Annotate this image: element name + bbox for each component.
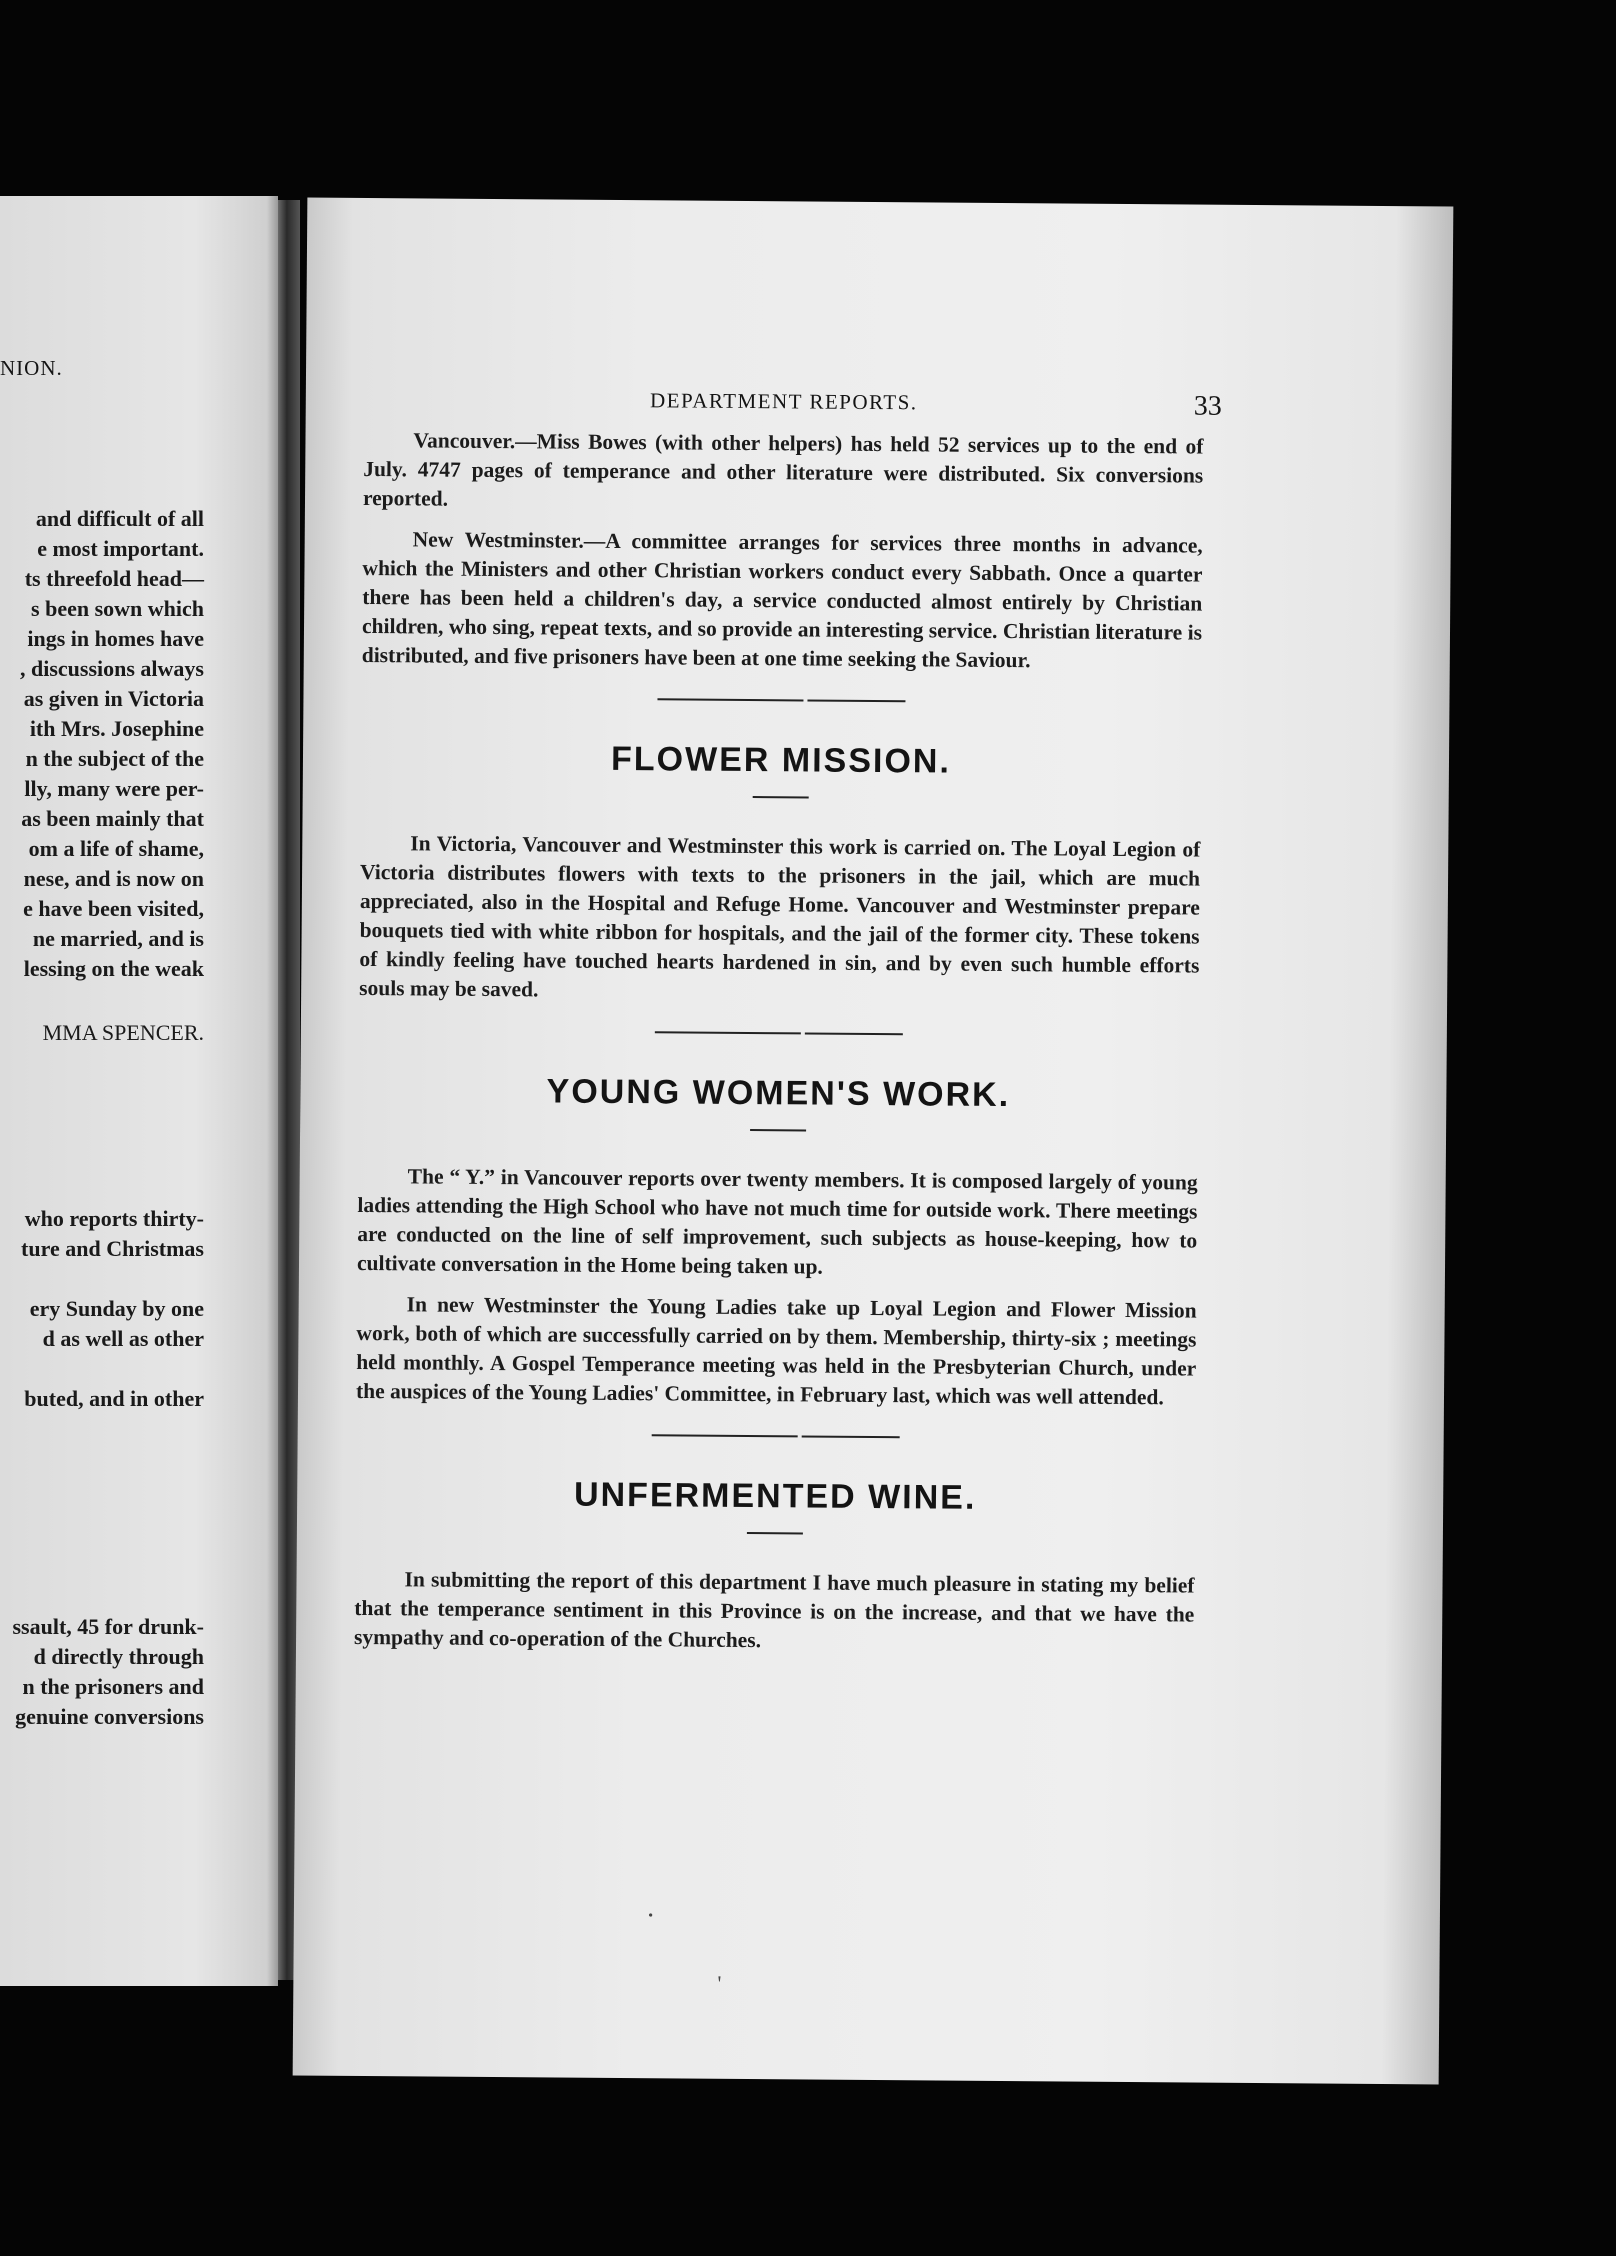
paragraph-new-westminster: New Westminster.—A committee arranges for services three months in advance, which the Ministers and other Christian workers conduct every Sabbath. Once a quarter there has been held a children's day, a service conducted almost entirely by Christian children, who sing, repeat texts, and so provide an interesting service. Christian literature is distributed, and five prisoners have been at one time seeking the Saviour. [361, 527, 1203, 673]
heading-unfermented-wine: UNFERMENTED WINE. [573, 1475, 977, 1517]
ink-speck: ' [717, 1970, 722, 1996]
running-header [364, 386, 1222, 433]
left-text-line: ts threefold head— [24, 566, 204, 591]
left-text-line: ith Mrs. Josephine [29, 716, 204, 741]
left-page [0, 196, 278, 1986]
left-text-line: ture and Christmas [21, 1236, 204, 1261]
left-text-line: , discussions always [19, 656, 204, 681]
left-text-line: lessing on the weak [23, 956, 204, 981]
section-divider [361, 696, 1201, 705]
heading-underline [753, 796, 809, 798]
heading-underline [750, 1129, 806, 1131]
page-number: 33 [1193, 390, 1222, 422]
left-text-line: n the subject of the [25, 746, 204, 771]
left-text-line: e most important. [37, 536, 204, 561]
left-text-line: ssault, 45 for drunk- [12, 1614, 204, 1639]
page-content [353, 386, 1222, 1671]
section-divider [356, 1432, 1196, 1441]
paragraph-young-womens-westminster: In new Westminster the Young Ladies take up Loyal Legion and Flower Mission work, both of which are successfully carried on by them. Membership, thirty-six ; meetings held monthly. A Gospel Temperance meeting was held in the Presbyterian Church, under the auspices of the Young Ladies' Committee, in February last, which was well attended. [355, 1292, 1197, 1410]
left-text-line: om a life of shame, [28, 836, 204, 861]
left-text-line: ings in homes have [27, 626, 204, 651]
left-text-line: n the prisoners and [22, 1674, 204, 1699]
left-running-header: NION. [0, 356, 63, 380]
left-text-line: genuine conversions [15, 1704, 204, 1729]
running-title: DEPARTMENT REPORTS. [649, 388, 918, 415]
left-text-line: who reports thirty- [24, 1206, 204, 1231]
paragraph-unfermented-wine: In submitting the report of this department I have much pleasure in stating my belief that the temperance sentiment in this Province is on the increase, and that we have the sympathy and co-operation of the Churches. [353, 1567, 1195, 1653]
left-text-line: d as well as other [42, 1326, 204, 1351]
left-text-line: lly, many were per- [24, 776, 204, 801]
left-text-line: e have been visited, [23, 896, 204, 921]
heading-young-womens-work: YOUNG WOMEN'S WORK. [546, 1072, 1011, 1115]
paragraph-flower-mission: In Victoria, Vancouver and Westminster this work is carried on. The Loyal Legion of Victoria distributes flowers with texts to the prisoners in the jail, which are much appreciated, also in the Hospital and Refuge Home. Vancouver and Westminster prepare bouquets tied with white ribbon for hospitals, and the jail of the former city. These tokens of kindly feeling have touched hearts hardened in sin, and by even such humble efforts souls may be saved. [359, 831, 1201, 1002]
left-signature: MMA SPENCER. [42, 1020, 204, 1045]
right-page [293, 198, 1454, 2085]
paragraph-vancouver: Vancouver.—Miss Bowes (with other helpers) has held 52 services up to the end of July. 4747 pages of temperance and other literature were distributed. Six conversions reported. [362, 428, 1204, 511]
heading-flower-mission: FLOWER MISSION. [610, 739, 952, 781]
section-divider [359, 1029, 1199, 1038]
left-text-line: d directly through [33, 1644, 204, 1669]
ink-speck: · [645, 1900, 656, 1932]
left-text-line: ery Sunday by one [29, 1296, 204, 1321]
paragraph-young-womens-vancouver: The “ Y.” in Vancouver reports over twenty members. It is composed largely of young ladies attending the High School who have not much time for outside work. There meetings are conducted on the line of self improvement, such subjects as house-keeping, how to cultivate conversation in the Home being taken up. [356, 1164, 1198, 1279]
left-text-line: as given in Victoria [23, 686, 204, 711]
left-text-line: and difficult of all [35, 506, 204, 531]
left-text-line: nese, and is now on [23, 866, 204, 891]
left-text-line: as been mainly that [21, 806, 204, 831]
left-text-line: buted, and in other [24, 1386, 204, 1411]
left-text-line: ne married, and is [32, 926, 204, 951]
heading-underline [747, 1532, 803, 1534]
left-text-line: s been sown which [31, 596, 204, 621]
